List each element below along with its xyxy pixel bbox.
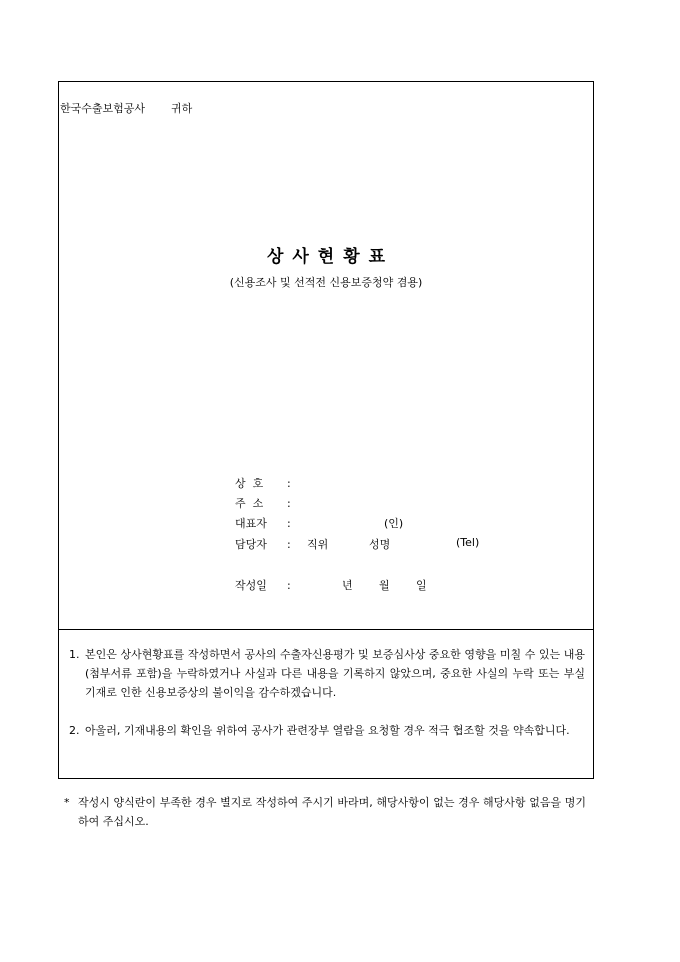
day-label: 일 [416,579,427,592]
representative-label: 대표자 [235,517,267,530]
colon: : [287,538,291,551]
footnote-mark: * [64,796,70,809]
pledge-number: 1. [69,648,80,661]
year-label: 년 [342,579,353,592]
tel-label: (Tel) [456,536,480,549]
address-field[interactable] [235,495,307,511]
colon: : [287,517,291,530]
position-label: 직위 [307,538,329,551]
colon: : [287,497,291,510]
colon: : [287,477,291,490]
form-box [58,81,594,779]
company-name-label: 상 호 [235,477,264,490]
contact-person-label: 담당자 [235,538,267,551]
pledge-text: 아울러, 기재내용의 확인을 위하여 공사가 관련장부 열람을 요청할 경우 적극 협조할 것을 약속합니다. [85,724,570,737]
address-label: 주 소 [235,497,264,510]
page-title: 상사현황표 [266,247,395,267]
pledge-item [69,645,585,702]
name-label: 성명 [369,538,391,551]
addressee-org: 한국수출보험공사 [60,102,146,115]
representative-field[interactable] [235,515,307,531]
page-subtitle: (신용조사 및 선적전 신용보증청약 겸용) [229,276,423,289]
seal-mark: (인) [384,517,404,530]
footnote-text: 작성시 양식란이 부족한 경우 별지로 작성하여 주시기 바라며, 해당사항이 없는 경우 해당사항 없음을 명기하여 주십시오. [78,796,586,828]
footnote [64,793,586,831]
pledge-item [69,721,585,740]
addressee [60,100,192,116]
month-label: 월 [379,579,390,592]
company-name-field[interactable] [235,475,307,491]
pledge-text: 본인은 상사현황표를 작성하면서 공사의 수출자신용평가 및 보증심사상 중요한 영향을 미칠 수 있는 내용(첨부서류 포함)을 누락하였거나 사실과 다른 내용을 기록하지 않았으며, 중요한 사실의 누락 또는 부실기재로 인한 신용보증상의 불이익을 감수하겠습니다. [85,648,585,699]
date-label: 작성일 [235,579,267,592]
form-header-section [59,82,593,630]
date-field[interactable] [235,577,307,593]
pledge-number: 2. [69,724,80,737]
contact-person-field[interactable] [235,536,328,552]
addressee-honorific: 귀하 [171,102,193,115]
colon: : [287,579,291,592]
